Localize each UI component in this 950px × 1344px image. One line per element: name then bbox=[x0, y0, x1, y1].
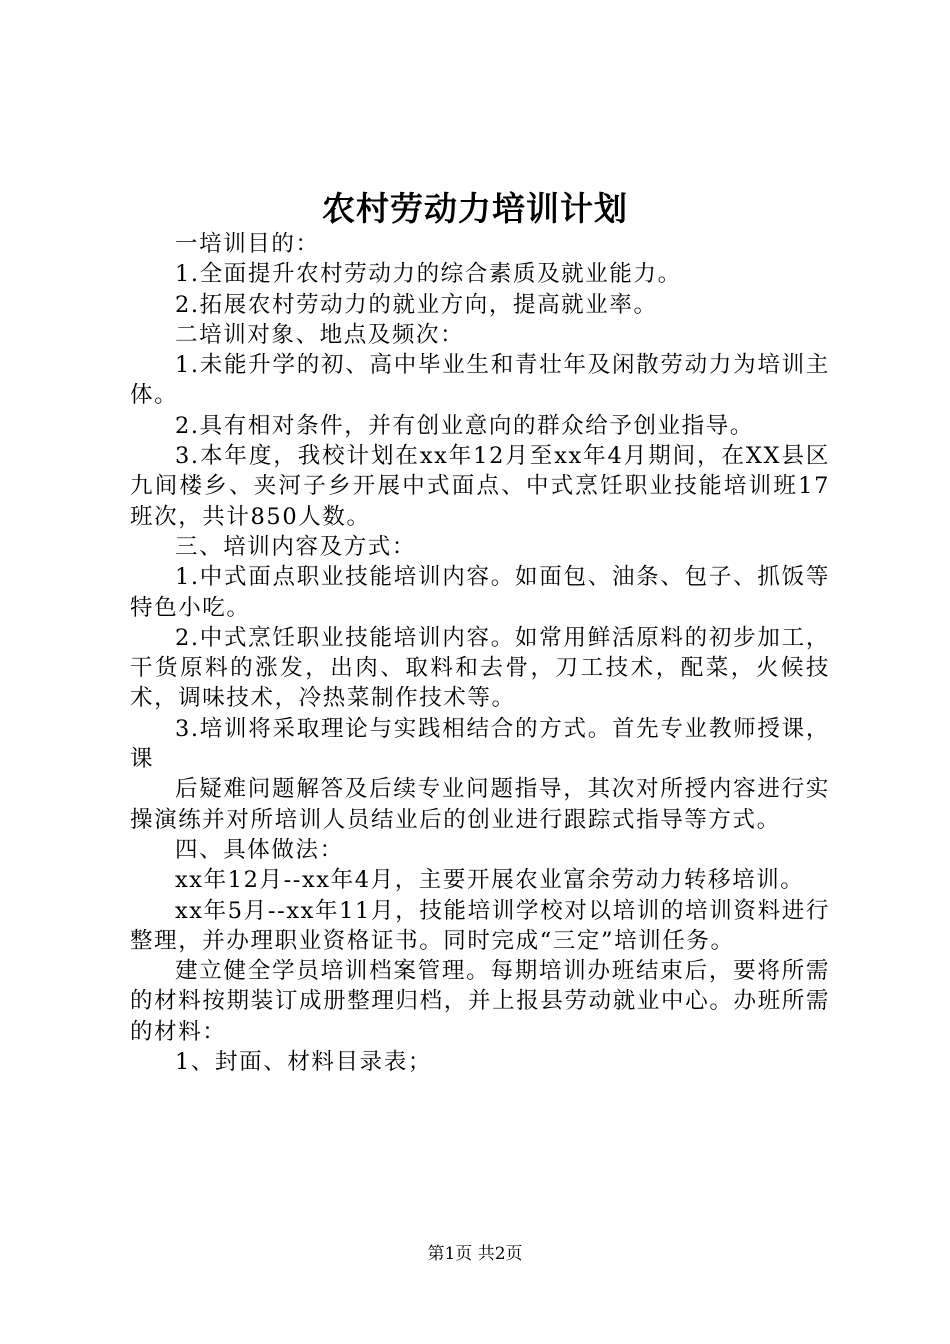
paragraph: xx年12月--xx年4月，主要开展农业富余劳动力转移培训。 bbox=[175, 867, 805, 894]
paragraph: 1.全面提升农村劳动力的综合素质及就业能力。 bbox=[175, 261, 682, 288]
paragraph: 3.培训将采取理论与实践相结合的方式。首先专业教师授课，课 bbox=[130, 715, 830, 773]
document-title: 农村劳动力培训计划 bbox=[322, 189, 628, 228]
paragraph: 3.本年度，我校计划在xx年12月至xx年4月期间，在XX县区九间楼乡、夹河子乡开展中式面点、中式烹饪职业技能培训班17班次，共计850人数。 bbox=[130, 443, 830, 530]
paragraph: 2.中式烹饪职业技能培训内容。如常用鲜活原料的初步加工，干货原料的涨发，出肉、取料和去骨，刀工技术，配菜，火候技术，调味技术，冷热菜制作技术等。 bbox=[130, 624, 830, 712]
document-body bbox=[130, 229, 830, 1077]
paragraph: 三、培训内容及方式： bbox=[175, 533, 417, 560]
paragraph: 一培训目的： bbox=[175, 231, 320, 257]
page-footer: 第1页 共2页 bbox=[427, 1244, 523, 1264]
paragraph: 2.具有相对条件，并有创业意向的群众给予创业指导。 bbox=[175, 412, 754, 439]
paragraph: 2.拓展农村劳动力的就业方向，提高就业率。 bbox=[175, 291, 658, 318]
paragraph: 建立健全学员培训档案管理。每期培训办班结束后，要将所需的材料按期装订成册整理归档，并上报县劳动就业中心。办班所需的材料： bbox=[130, 958, 830, 1045]
paragraph: 1.未能升学的初、高中毕业生和青壮年及闲散劳动力为培训主体。 bbox=[130, 352, 830, 409]
paragraph: 1、封面、材料目录表； bbox=[175, 1049, 432, 1076]
paragraph: 后疑难问题解答及后续专业问题指导，其次对所授内容进行实操演练并对所培训人员结业后的创业进行跟踪式指导等方式。 bbox=[130, 776, 830, 833]
paragraph: 1.中式面点职业技能培训内容。如面包、油条、包子、抓饭等特色小吃。 bbox=[130, 564, 830, 621]
paragraph: 四、具体做法： bbox=[175, 836, 344, 863]
paragraph: 二培训对象、地点及频次： bbox=[175, 321, 465, 348]
paragraph: xx年5月--xx年11月，技能培训学校对以培训的培训资料进行整理，并办理职业资格证书。同时完成“三定”培训任务。 bbox=[130, 897, 830, 954]
